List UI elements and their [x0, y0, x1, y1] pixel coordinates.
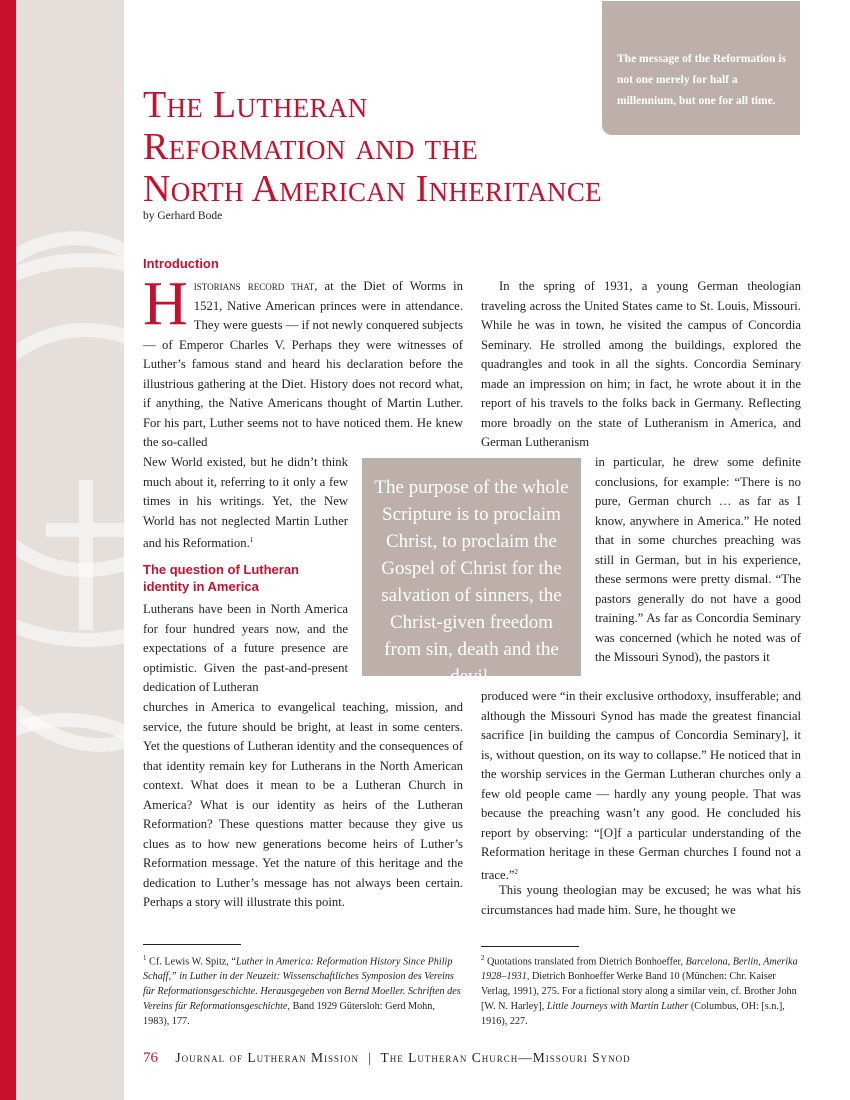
footnote-divider-right	[481, 946, 579, 947]
identity-paragraph-narrow: Lutherans have been in North America for four hundred years now, and the expectations of a future presence are optimistic. Given the past-and-present dedication of Lutheran	[143, 602, 348, 694]
red-margin-bar	[0, 0, 16, 1100]
page-number: 76	[143, 1050, 158, 1066]
footnote-2-e: (Columbus, OH: [s.n.], 1916), 227.	[481, 1001, 785, 1028]
intro-continuation	[143, 453, 348, 554]
section-heading-identity: The question of Lutheran identity in America	[143, 562, 299, 594]
decorative-sidebar	[16, 0, 124, 1100]
author-byline: by Gerhard Bode	[143, 210, 223, 222]
article-title	[143, 84, 602, 210]
footnote-2-italic-2: Little Journeys with Martin Luther	[546, 1001, 689, 1013]
intro-cont-text: New World existed, but he didn’t think much about it, referring to it only a few times in his writings. Yet, the New World has not neglected Martin Luther and his Reformation.	[143, 455, 348, 551]
right-paragraph-last: This young theologian may be excused; he was what his circumstances had made him. Sure, he thought we	[481, 883, 801, 917]
footnote-2	[481, 951, 801, 1029]
luther-rose-watermark	[16, 150, 124, 970]
footnote-2-c: , Dietrich Bonhoeffer Werke Band 10 (München: Chr. Kaiser Verlag, 1991), 275. For a fictional story along a similar vein, cf. Brother John [W. N. Harley],	[481, 971, 797, 1013]
drop-cap: H	[143, 270, 188, 338]
intro-small-caps: istorians record that,	[193, 279, 318, 293]
sidebar-quote: The message of the Reformation is not one merely for half a millennium, but one for all time.	[602, 1, 800, 135]
pull-quote	[362, 458, 581, 687]
right-paragraph-narrow: in particular, he drew some definite conclusions, for example: “There is no pure, German church … as far as I know, anywhere in America.” He noted that in some churches preaching was still in German, but in his experience, these sermons were pretty dismal. “The pastors generally do not have a good training.” As far as Concordia Seminary was concerned (which he noted was of the Missouri Synod), the pastors it	[595, 455, 801, 664]
footnote-2-italic-1: Barcelona, Berlin, Amerika 1928–1931	[481, 956, 798, 983]
footnote-1	[143, 951, 463, 1029]
footnote-1-number: 1	[143, 954, 147, 962]
title-line-1: The Lutheran	[143, 84, 368, 126]
title-line-2: Reformation and the	[143, 126, 479, 168]
publisher-name: The Lutheran Church—Missouri Synod	[380, 1050, 631, 1065]
journal-name: Journal of Lutheran Mission	[175, 1050, 360, 1065]
footnote-1-c: , Band 1929 Gütersloh: Gerd Mohn, 1983), 177.	[143, 1001, 435, 1028]
right-paragraph-top: In the spring of 1931, a young German theologian traveling across the United States came to St. Louis, Missouri. While he was in town, he visited the campus of Concordia Seminary. He strolled among the buildings, explored the quadrangles and took in all the sights. Concordia Seminary made an impression on him; in fact, he wrote about it in the report of his travels to the folks back in Germany. Reflecting more broadly on the state of Lutheranism in America, and German Lutheranism	[481, 279, 801, 449]
footnote-divider-left	[143, 944, 241, 945]
footnote-1-italic: Luther in America: Reformation History Since Philip Schaff,” in Luther in der Neuzeit: Wissenschaftliches Symposion des Vereins für Reformationsgeschichte. Herausgegeben von Bernd Moeller. Schriften des Vereins für Reformationsgeschichte	[143, 956, 461, 1013]
right-paragraph-wide	[481, 687, 801, 885]
page-footer	[143, 1050, 631, 1067]
right-wide-text: produced were “in their exclusive orthodoxy, insufferable; and although the Missouri Synod has made the greatest financial sacrifice [in building the campus of Concordia Seminary], it is, without question, on its way to collapse.” He noticed that in the worship services in the German Lutheran churches only a few old people came — hardly any young people. That was because the preaching wasn’t any good. He concluded his report by observing: “[O]f a particular understanding of the Reformation heritage in these German churches I found not a trace.”	[481, 689, 801, 882]
intro-text: at the Diet of Worms in 1521, Native American princes were in attendance. They were guests — if not newly conquered subjects — of Emperor Charles V. Perhaps they were witnesses of Luther’s famous stand and heard his declaration before the illustrious gathering at the Diet. History does not record what, if anything, the Native Americans thought of Martin Luther. For his part, Luther seems not to have noticed them. He knew the so-called	[143, 279, 464, 449]
intro-paragraph	[143, 270, 464, 453]
footnote-2-number: 2	[481, 954, 485, 962]
identity-paragraph-wide: churches in America to evangelical teaching, mission, and service, the future should be bright, at least in some centers. Yet the questions of Lutheran identity and the consequences of that identity remain key for Lutherans in the North American context. What does it mean to be a Lutheran Church in America? What is our identity as heirs of the Lutheran Reformation? These questions matter because they give us clues as to how new generations become heirs of Luther’s Reformation message. Yet the nature of this heritage and the dedication to Luther’s message has not always been certain. Perhaps a story will illustrate this point.	[143, 700, 463, 909]
section-heading-introduction: Introduction	[143, 256, 219, 271]
pull-quote-text: The purpose of the whole Scripture is to proclaim Christ, to proclaim the Gospel of Christ for the salvation of sinners, the Christ-given freedom from sin, death and the devil.	[374, 477, 569, 687]
title-line-3: North American Inheritance	[143, 168, 602, 210]
footnote-ref-2: 2	[514, 867, 518, 876]
footnote-1-a: Cf. Lewis W. Spitz, “	[146, 956, 236, 968]
footnote-ref-1: 1	[249, 536, 254, 544]
footnote-2-a: Quotations translated from Dietrich Bonhoeffer,	[484, 956, 686, 968]
footer-separator: |	[368, 1050, 372, 1065]
